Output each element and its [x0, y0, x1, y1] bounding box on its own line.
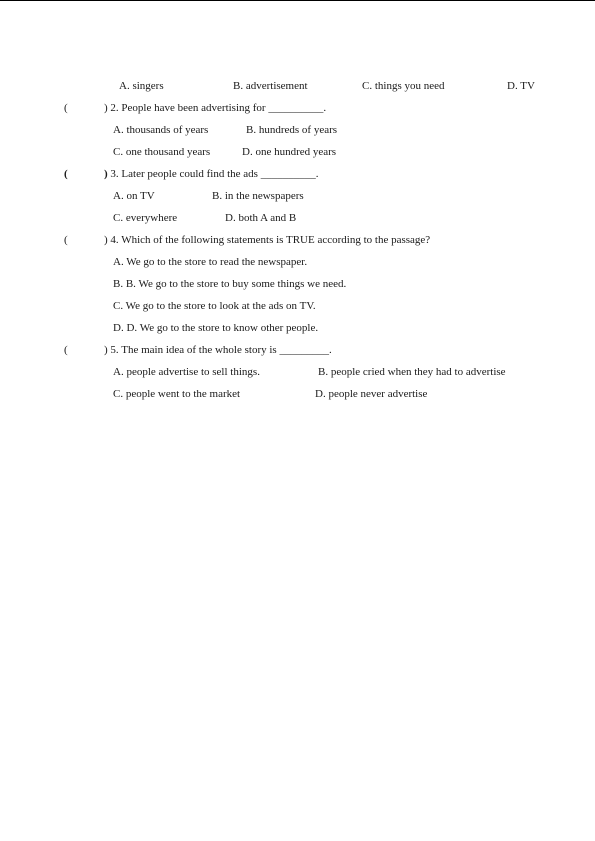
q5-option-c[interactable]: C. people went to the market — [113, 388, 241, 400]
q4-question-text: 4. Which of the following statements is TRUE according to the passage? — [107, 234, 431, 246]
q4-option-a[interactable]: A. We go to the store to read the newspaper. — [113, 256, 308, 268]
q5-option-a[interactable]: A. people advertise to sell things. — [113, 366, 260, 378]
q3-question — [104, 168, 318, 181]
q2-question — [104, 102, 326, 115]
q5-option-b[interactable]: B. people cried when they had to advertise — [318, 366, 506, 378]
q2-question-text: 2. People have been advertising for __________. — [107, 102, 327, 114]
q1-option-d[interactable]: D. TV — [507, 80, 535, 92]
q3-option-a[interactable]: A. on TV — [113, 190, 155, 202]
q1-option-a[interactable]: A. singers — [119, 80, 164, 92]
q5-question — [104, 344, 332, 357]
q3-option-c[interactable]: C. everywhere — [113, 212, 178, 224]
q1-option-b[interactable]: B. advertisement — [233, 80, 308, 92]
q3-question-text: 3. Later people could find the ads __________. — [107, 168, 319, 180]
q2-option-a[interactable]: A. thousands of years — [113, 124, 209, 136]
q4-question — [104, 234, 430, 247]
q4-option-b[interactable]: B. B. We go to the store to buy some things we need. — [113, 278, 347, 290]
q2-option-c[interactable]: C. one thousand years — [113, 146, 211, 158]
q4-answer-paren-open: ( — [64, 234, 68, 246]
q3-answer-paren-open: ( — [64, 168, 68, 180]
q1-option-c[interactable]: C. things you need — [362, 80, 445, 92]
q5-option-d[interactable]: D. people never advertise — [315, 388, 428, 400]
q5-answer-paren-close: ) — [104, 344, 108, 356]
q5-answer-paren-open: ( — [64, 344, 68, 356]
q4-option-d[interactable]: D. D. We go to the store to know other people. — [113, 322, 319, 334]
q5-question-text: 5. The main idea of the whole story is _________. — [107, 344, 332, 356]
q2-answer-paren-close: ) — [104, 102, 108, 114]
q4-answer-paren-close: ) — [104, 234, 108, 246]
q3-answer-paren-close: ) — [104, 168, 108, 180]
top-border-line — [0, 0, 595, 1]
q2-option-b[interactable]: B. hundreds of years — [246, 124, 338, 136]
q4-option-c[interactable]: C. We go to the store to look at the ads on TV. — [113, 300, 316, 312]
q2-answer-paren-open: ( — [64, 102, 68, 114]
q3-option-b[interactable]: B. in the newspapers — [212, 190, 304, 202]
q3-option-d[interactable]: D. both A and B — [225, 212, 297, 224]
q2-option-d[interactable]: D. one hundred years — [242, 146, 337, 158]
